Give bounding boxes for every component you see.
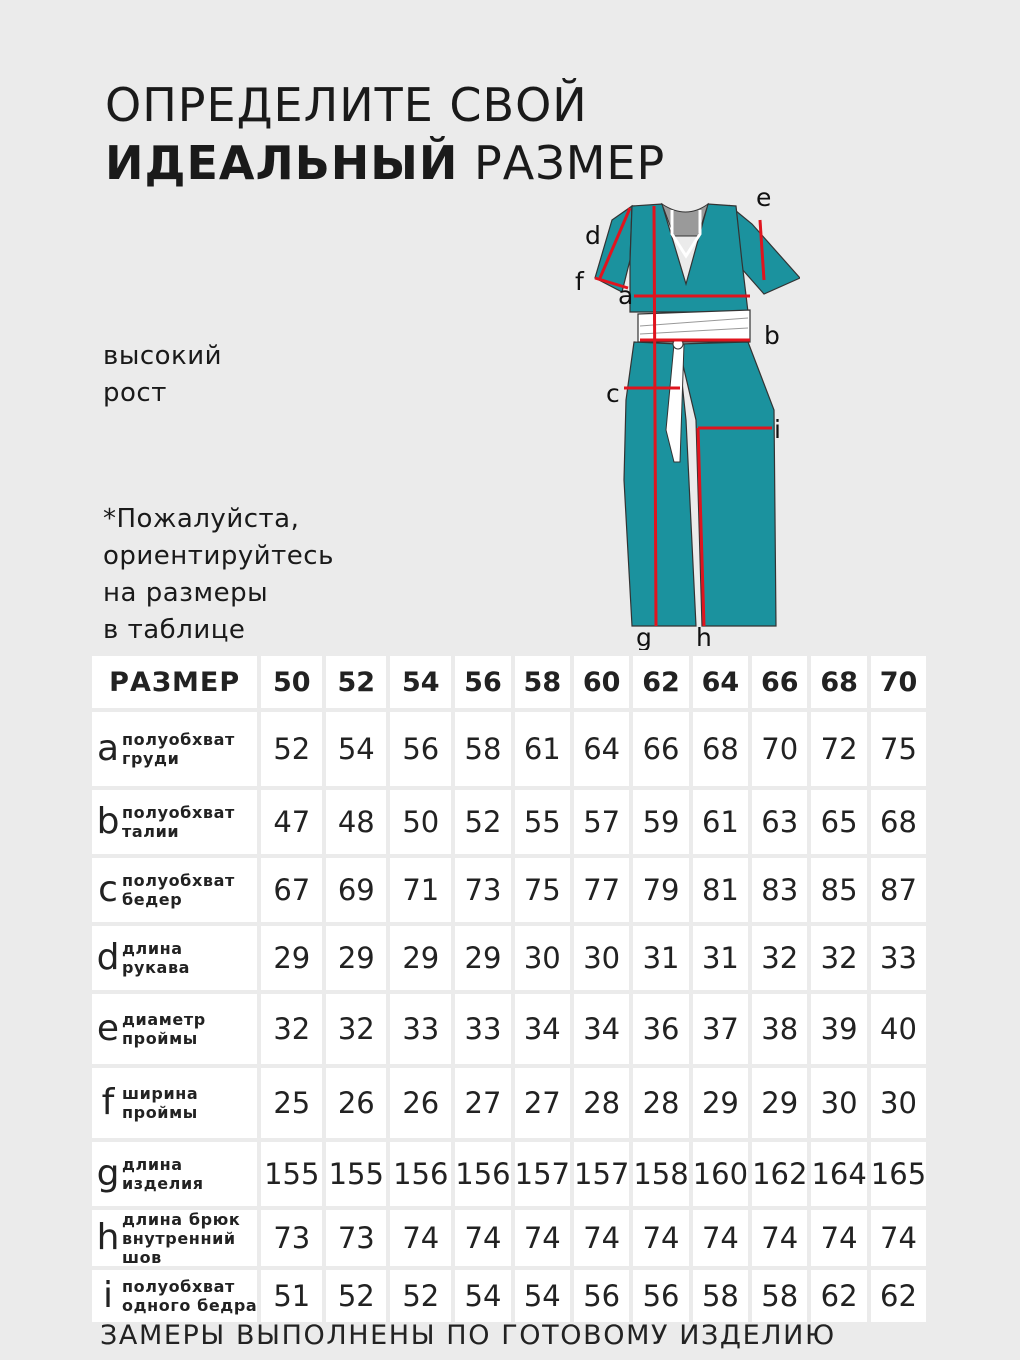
row-label-cell (92, 712, 257, 786)
table-cell: 66 (633, 712, 688, 786)
size-header-cell: 58 (515, 656, 570, 708)
table-row (92, 1210, 926, 1266)
row-description (122, 1210, 240, 1267)
table-row (92, 712, 926, 786)
table-cell: 40 (871, 994, 926, 1064)
size-note-line-1: *Пожалуйста, (103, 504, 300, 534)
table-cell: 38 (752, 994, 807, 1064)
table-cell: 74 (752, 1210, 807, 1266)
row-description-line: изделия (122, 1174, 204, 1193)
label-g: g (636, 623, 652, 650)
row-description-line: диаметр (122, 1010, 206, 1029)
row-description-line: груди (122, 749, 180, 768)
size-header-cell: 50 (261, 656, 322, 708)
row-description (122, 1277, 257, 1315)
row-label-cell (92, 1270, 257, 1322)
table-cell: 57 (574, 790, 629, 854)
table-cell: 74 (574, 1210, 629, 1266)
garment-figure (570, 180, 800, 650)
table-cell: 65 (811, 790, 866, 854)
table-cell: 30 (811, 1068, 866, 1138)
table-cell: 62 (811, 1270, 866, 1322)
table-cell: 33 (871, 926, 926, 990)
row-description-line: бедер (122, 890, 183, 909)
table-cell: 74 (811, 1210, 866, 1266)
table-cell: 74 (515, 1210, 570, 1266)
table-cell: 62 (871, 1270, 926, 1322)
table-cell: 31 (633, 926, 688, 990)
size-header-cell: 56 (455, 656, 510, 708)
size-header-cell: 54 (390, 656, 451, 708)
table-cell: 29 (693, 1068, 748, 1138)
row-description-line: одного бедра (122, 1296, 258, 1315)
table-cell: 85 (811, 858, 866, 922)
row-description-line: шов (122, 1247, 162, 1267)
table-cell: 155 (326, 1142, 386, 1206)
table-cell: 158 (633, 1142, 688, 1206)
table-cell: 30 (574, 926, 629, 990)
row-description (122, 1155, 204, 1193)
table-cell: 47 (261, 790, 322, 854)
size-header-cell: 60 (574, 656, 629, 708)
table-cell: 71 (390, 858, 451, 922)
table-cell: 33 (390, 994, 451, 1064)
row-label-cell (92, 1142, 257, 1206)
table-cell: 74 (390, 1210, 451, 1266)
table-cell: 74 (693, 1210, 748, 1266)
table-row (92, 1270, 926, 1322)
table-cell: 56 (633, 1270, 688, 1322)
row-description-line: полуобхват (122, 730, 235, 749)
table-row (92, 1142, 926, 1206)
label-b: b (764, 321, 780, 350)
table-row (92, 858, 926, 922)
table-cell: 36 (633, 994, 688, 1064)
table-cell: 74 (633, 1210, 688, 1266)
table-cell: 155 (261, 1142, 322, 1206)
table-cell: 50 (390, 790, 451, 854)
size-note (103, 501, 334, 649)
table-cell: 31 (693, 926, 748, 990)
table-cell: 26 (326, 1068, 386, 1138)
row-description-line: длина брюк (122, 1209, 241, 1229)
table-cell: 33 (455, 994, 510, 1064)
table-cell: 75 (515, 858, 570, 922)
row-description-line: внутренний (122, 1228, 236, 1248)
row-label-cell (92, 1210, 257, 1266)
table-cell: 29 (455, 926, 510, 990)
height-label-line-2: рост (103, 378, 167, 408)
size-header-cell: 66 (752, 656, 807, 708)
table-cell: 157 (515, 1142, 570, 1206)
table-cell: 56 (390, 712, 451, 786)
table-cell: 29 (390, 926, 451, 990)
table-cell: 81 (693, 858, 748, 922)
row-label-cell (92, 790, 257, 854)
size-note-line-3: на размеры (103, 578, 269, 608)
table-cell: 67 (261, 858, 322, 922)
row-letter: b (96, 801, 120, 842)
table-cell: 74 (871, 1210, 926, 1266)
row-description-line: длина (122, 939, 183, 958)
row-letter: e (96, 1008, 120, 1049)
table-cell: 59 (633, 790, 688, 854)
table-cell: 58 (752, 1270, 807, 1322)
height-label-line-1: высокий (103, 341, 223, 371)
row-description (122, 871, 235, 909)
table-row (92, 926, 926, 990)
label-e: e (756, 183, 772, 212)
table-cell: 156 (455, 1142, 510, 1206)
table-cell: 77 (574, 858, 629, 922)
row-label-cell (92, 858, 257, 922)
table-cell: 58 (693, 1270, 748, 1322)
table-cell: 25 (261, 1068, 322, 1138)
table-cell: 29 (326, 926, 386, 990)
label-a: a (618, 281, 634, 310)
table-row (92, 790, 926, 854)
table-cell: 37 (693, 994, 748, 1064)
table-row (92, 994, 926, 1064)
row-description-line: проймы (122, 1103, 198, 1122)
row-letter: f (101, 1082, 115, 1123)
table-cell: 73 (261, 1210, 322, 1266)
size-note-line-2: ориентируйтесь (103, 541, 334, 571)
row-description-line: рукава (122, 958, 191, 977)
table-cell: 79 (633, 858, 688, 922)
size-header-cell: 52 (326, 656, 386, 708)
table-cell: 28 (633, 1068, 688, 1138)
table-cell: 68 (693, 712, 748, 786)
table-cell: 52 (261, 712, 322, 786)
row-description (122, 939, 190, 977)
size-note-line-4: в таблице (103, 615, 246, 645)
table-cell: 30 (515, 926, 570, 990)
row-letter: h (96, 1217, 120, 1258)
row-description-line: талии (122, 822, 180, 841)
table-header-row (92, 656, 926, 708)
title-bold-word: ИДЕАЛЬНЫЙ (105, 136, 459, 190)
size-header-cell: 70 (871, 656, 926, 708)
table-cell: 34 (515, 994, 570, 1064)
table-cell: 160 (693, 1142, 748, 1206)
row-description-line: полуобхват (122, 871, 235, 890)
table-cell: 73 (326, 1210, 386, 1266)
table-cell: 156 (390, 1142, 451, 1206)
table-cell: 32 (326, 994, 386, 1064)
table-cell: 61 (515, 712, 570, 786)
table-cell: 69 (326, 858, 386, 922)
table-cell: 58 (455, 712, 510, 786)
table-cell: 52 (390, 1270, 451, 1322)
footer-note: ЗАМЕРЫ ВЫПОЛНЕНЫ ПО ГОТОВОМУ ИЗДЕЛИЮ (100, 1320, 836, 1351)
table-cell: 52 (455, 790, 510, 854)
table-cell: 55 (515, 790, 570, 854)
row-letter: c (98, 869, 118, 910)
table-cell: 32 (261, 994, 322, 1064)
table-cell: 63 (752, 790, 807, 854)
row-label-cell (92, 926, 257, 990)
table-cell: 87 (871, 858, 926, 922)
table-cell: 61 (693, 790, 748, 854)
row-description (122, 803, 235, 841)
header-label: РАЗМЕР (109, 666, 241, 698)
left-leg (624, 342, 696, 626)
table-cell: 27 (455, 1068, 510, 1138)
header-label-cell (92, 656, 257, 708)
table-cell: 34 (574, 994, 629, 1064)
table-cell: 73 (455, 858, 510, 922)
table-cell: 52 (326, 1270, 386, 1322)
row-label-cell (92, 994, 257, 1064)
row-letter: i (102, 1275, 113, 1316)
table-cell: 39 (811, 994, 866, 1064)
label-d: d (585, 221, 601, 250)
row-description-line: проймы (122, 1029, 198, 1048)
table-cell: 54 (515, 1270, 570, 1322)
jumpsuit-illustration (570, 180, 800, 650)
row-letter: d (96, 937, 120, 978)
table-cell: 27 (515, 1068, 570, 1138)
table-cell: 32 (811, 926, 866, 990)
table-cell: 54 (455, 1270, 510, 1322)
table-cell: 165 (871, 1142, 926, 1206)
table-cell: 28 (574, 1068, 629, 1138)
table-cell: 164 (811, 1142, 866, 1206)
table-cell: 68 (871, 790, 926, 854)
row-letter: a (96, 728, 120, 769)
table-cell: 30 (871, 1068, 926, 1138)
table-cell: 54 (326, 712, 386, 786)
table-cell: 48 (326, 790, 386, 854)
row-description-line: полуобхват (122, 803, 235, 822)
table-cell: 29 (752, 1068, 807, 1138)
size-header-cell: 68 (811, 656, 866, 708)
table-cell: 72 (811, 712, 866, 786)
size-header-cell: 64 (693, 656, 748, 708)
table-cell: 51 (261, 1270, 322, 1322)
line-g (654, 206, 656, 626)
height-label (103, 338, 222, 412)
row-letter: g (96, 1153, 120, 1194)
row-label-cell (92, 1068, 257, 1138)
table-cell: 162 (752, 1142, 807, 1206)
table-cell: 157 (574, 1142, 629, 1206)
table-row (92, 1068, 926, 1138)
table-cell: 74 (455, 1210, 510, 1266)
table-cell: 64 (574, 712, 629, 786)
label-h: h (696, 623, 712, 650)
table-cell: 32 (752, 926, 807, 990)
row-description-line: длина (122, 1155, 183, 1174)
row-description-line: полуобхват (122, 1277, 235, 1296)
table-cell: 56 (574, 1270, 629, 1322)
size-header-cell: 62 (633, 656, 688, 708)
row-description (122, 1010, 206, 1048)
table-cell: 83 (752, 858, 807, 922)
label-f: f (575, 267, 584, 296)
size-chart-table (88, 652, 930, 1326)
title-line-1: ОПРЕДЕЛИТЕ СВОЙ (105, 78, 588, 132)
page-title (105, 76, 665, 192)
title-rest: РАЗМЕР (458, 136, 666, 190)
label-i: i (774, 415, 781, 444)
table-cell: 70 (752, 712, 807, 786)
row-description (122, 730, 235, 768)
row-description-line: ширина (122, 1084, 199, 1103)
table-cell: 29 (261, 926, 322, 990)
row-description (122, 1084, 198, 1122)
label-c: c (606, 379, 620, 408)
table-cell: 26 (390, 1068, 451, 1138)
table-cell: 75 (871, 712, 926, 786)
